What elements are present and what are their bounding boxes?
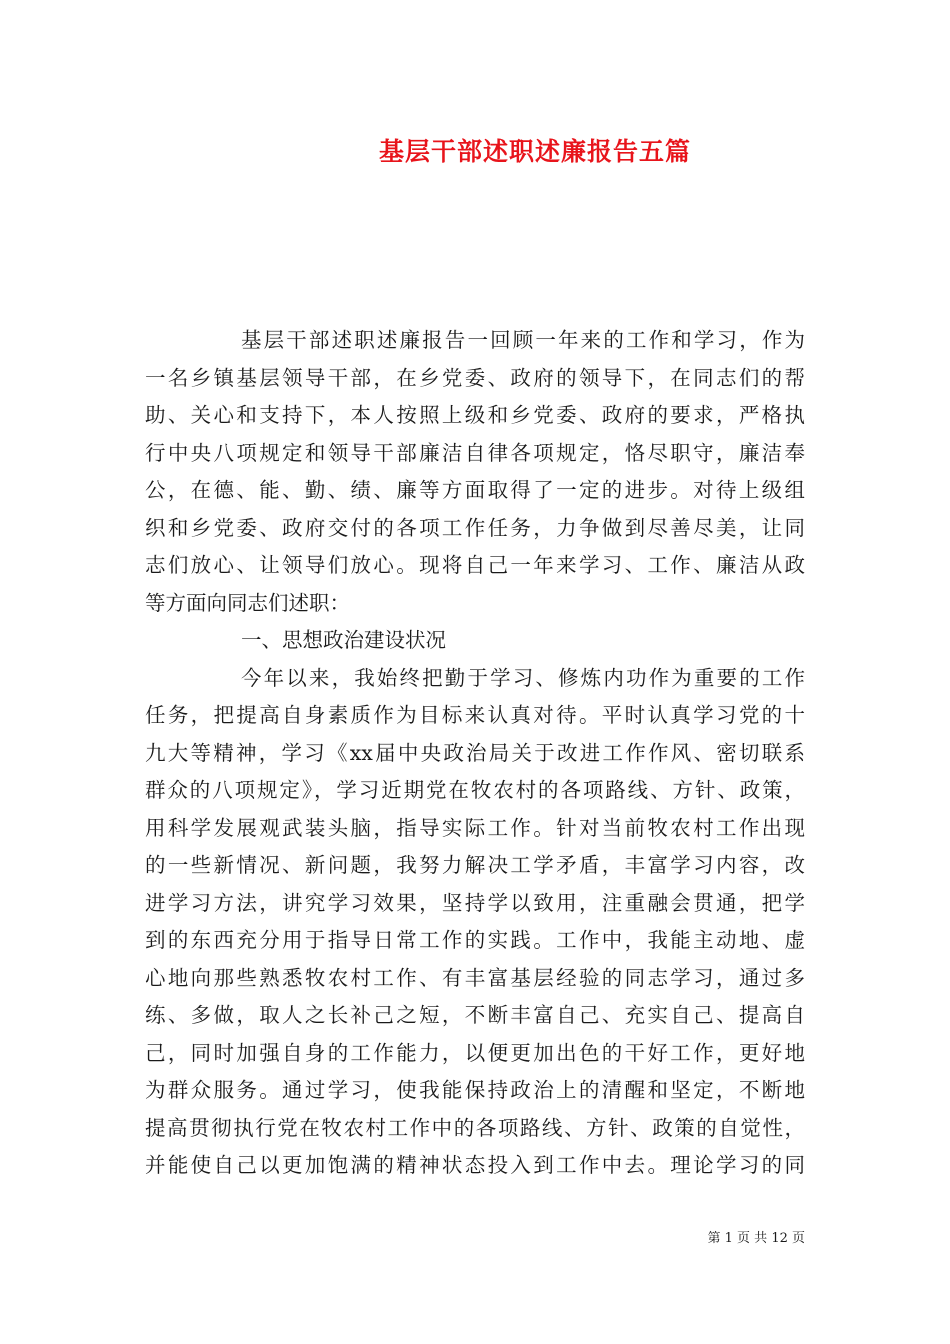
- text-line: 助、关心和支持下，本人按照上级和乡党委、政府的要求，严格执: [145, 403, 805, 427]
- text-line: 进学习方法，讲究学习效果，坚持学以致用，注重融会贯通，把学: [145, 890, 805, 915]
- text-line: 为群众服务。通过学习，使我能保持政治上的清醒和坚定，不断地: [145, 1078, 805, 1102]
- text-line: 公，在德、能、勤、绩、廉等方面取得了一定的进步。对待上级组: [145, 478, 805, 502]
- text-line: 今年以来，我始终把勤于学习、修炼内功作为重要的工作: [241, 665, 805, 690]
- text-line: 织和乡党委、政府交付的各项工作任务，力争做到尽善尽美，让同: [145, 515, 805, 540]
- text-line: 任务，把提高自身素质作为目标来认真对待。平时认真学习党的十: [145, 703, 805, 727]
- text-line: 用科学发展观武装头脑，指导实际工作。针对当前牧农村工作出现: [145, 815, 805, 840]
- document-title: 基层干部述职述廉报告五篇: [378, 137, 691, 166]
- text-line: 群众的八项规定》，学习近期党在牧农村的各项路线、方针、政策，: [145, 778, 805, 802]
- text-line: 一、思想政治建设状况: [241, 628, 446, 652]
- text-line: 九大等精神，学习《xx届中央政治局关于改进工作作风、密切联系: [145, 740, 805, 765]
- text-line: 等方面向同志们述职：: [145, 590, 350, 615]
- text-line: 一名乡镇基层领导干部，在乡党委、政府的领导下，在同志们的帮: [145, 365, 805, 390]
- page-number-footer: 第 1 页 共 12 页: [707, 1231, 805, 1246]
- text-line: 到的东西充分用于指导日常工作的实践。工作中，我能主动地、虚: [145, 928, 805, 952]
- text-line: 提高贯彻执行党在牧农村工作中的各项路线、方针、政策的自觉性，: [145, 1115, 805, 1140]
- text-line: 的一些新情况、新问题，我努力解决工学矛盾，丰富学习内容，改: [145, 853, 805, 877]
- text-line: 己，同时加强自身的工作能力，以便更加出色的干好工作，更好地: [145, 1040, 805, 1065]
- text-line: 基层干部述职述廉报告一回顾一年来的工作和学习，作为: [241, 328, 805, 352]
- text-line: 并能使自己以更加饱满的精神状态投入到工作中去。理论学习的同: [145, 1153, 805, 1177]
- text-line: 志们放心、让领导们放心。现将自己一年来学习、工作、廉洁从政: [145, 553, 805, 577]
- text-line: 心地向那些熟悉牧农村工作、有丰富基层经验的同志学习，通过多: [145, 965, 805, 990]
- text-line: 行中央八项规定和领导干部廉洁自律各项规定，恪尽职守，廉洁奉: [145, 440, 805, 465]
- document-body: [145, 322, 805, 1185]
- text-line: 练、多做，取人之长补己之短，不断丰富自己、充实自己、提高自: [145, 1003, 805, 1027]
